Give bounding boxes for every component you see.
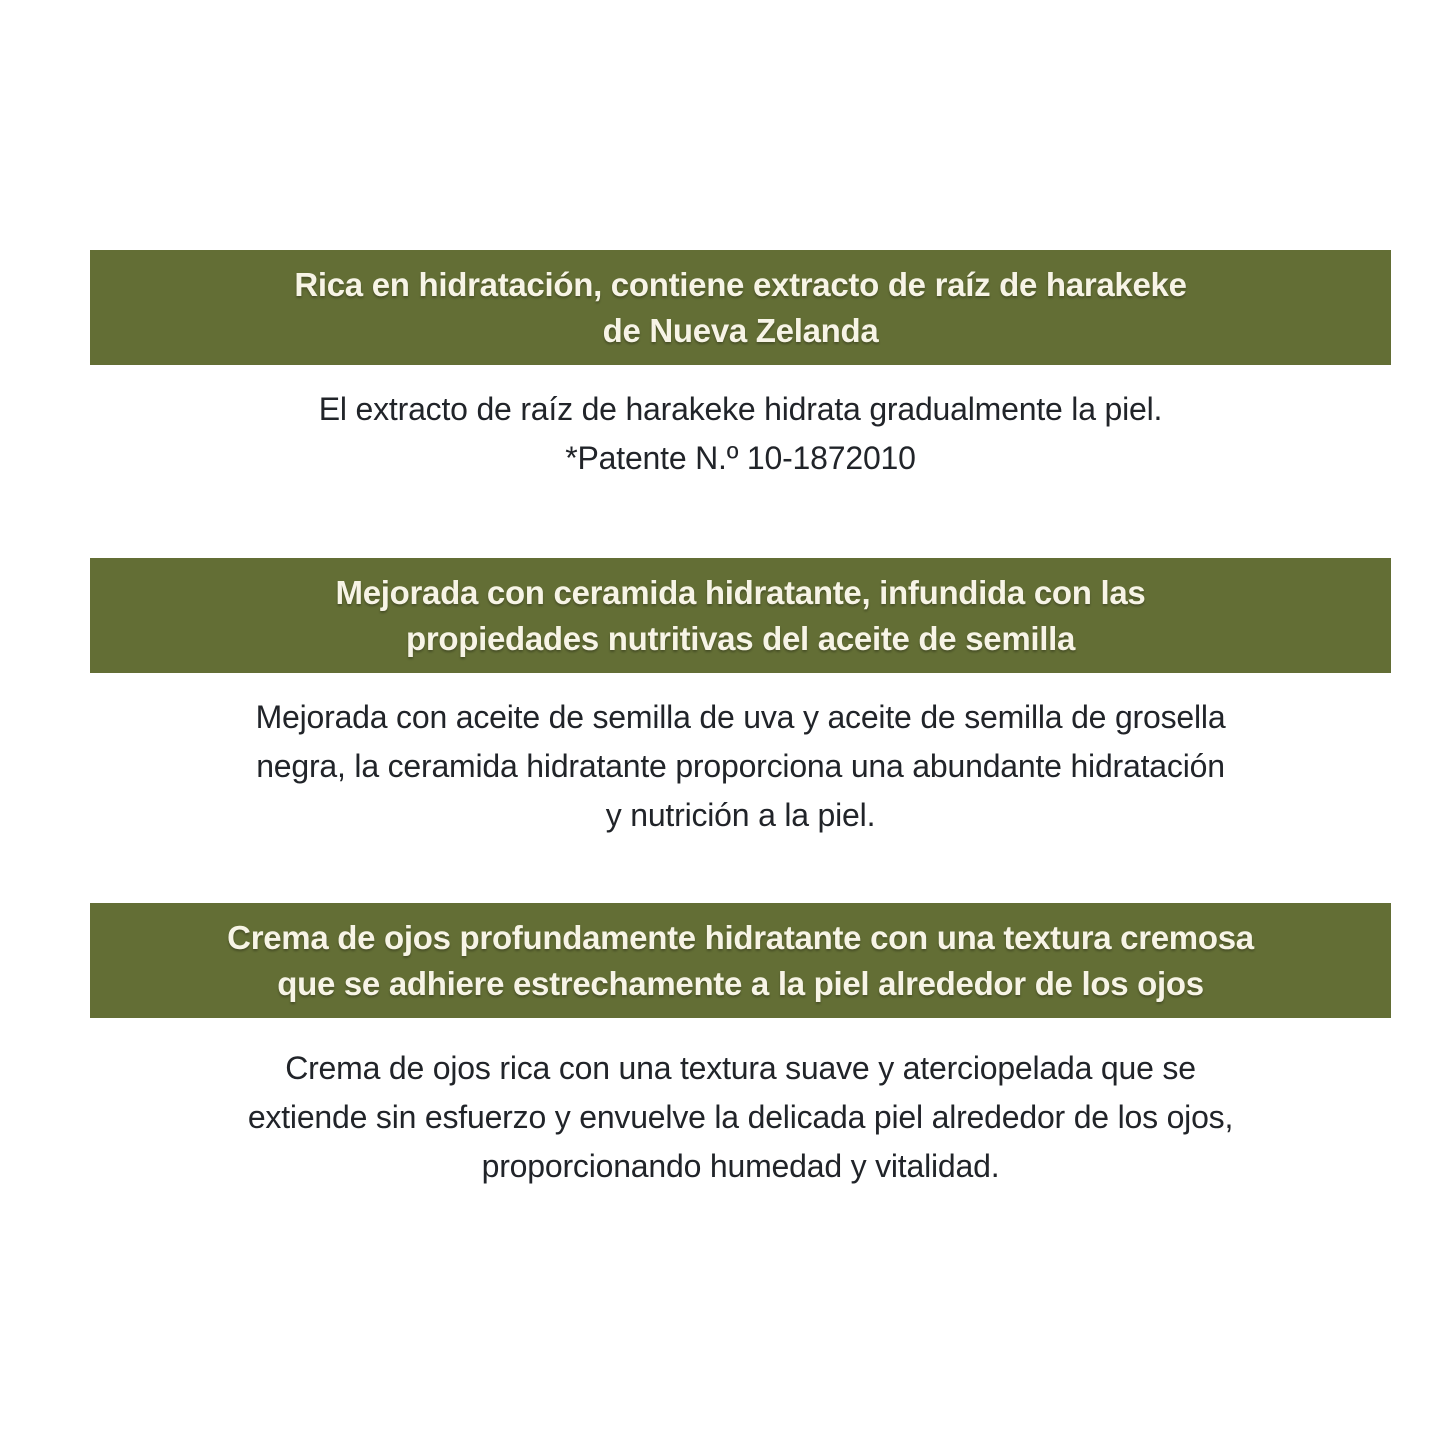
body-line: proporcionando humedad y vitalidad.: [481, 1148, 1000, 1184]
section-crema-ojos: [90, 903, 1391, 1191]
banner-heading-line: Rica en hidratación, contiene extracto de raíz de harakeke: [294, 265, 1187, 303]
body-line: El extracto de raíz de harakeke hidrata gradualmente la piel.: [318, 391, 1163, 427]
section-banner-ceramida: [90, 558, 1391, 673]
section-body-harakeke: [90, 385, 1391, 483]
body-line: negra, la ceramida hidratante proporciona una abundante hidratación: [256, 748, 1225, 784]
banner-heading-line: Mejorada con ceramida hidratante, infundida con las: [335, 573, 1146, 611]
body-line: Mejorada con aceite de semilla de uva y aceite de semilla de grosella: [255, 699, 1226, 735]
body-line: Crema de ojos rica con una textura suave y aterciopelada que se: [285, 1050, 1196, 1086]
section-banner-harakeke: [90, 250, 1391, 365]
banner-heading-line: propiedades nutritivas del aceite de semilla: [405, 619, 1076, 657]
patent-number-line: *Patente N.º 10-1872010: [565, 440, 916, 476]
banner-heading-line: Crema de ojos profundamente hidratante con una textura cremosa: [227, 918, 1254, 956]
section-banner-crema-ojos: [90, 903, 1391, 1018]
body-line: y nutrición a la piel.: [605, 797, 876, 833]
body-line: extiende sin esfuerzo y envuelve la delicada piel alrededor de los ojos,: [247, 1099, 1234, 1135]
section-harakeke: [90, 250, 1391, 483]
section-body-crema-ojos: [90, 1044, 1391, 1191]
banner-heading-line: de Nueva Zelanda: [602, 311, 879, 349]
section-body-ceramida: [90, 693, 1391, 840]
product-info-column: [90, 0, 1391, 1191]
section-ceramida: [90, 558, 1391, 840]
banner-heading-line: que se adhiere estrechamente a la piel alrededor de los ojos: [277, 964, 1204, 1002]
